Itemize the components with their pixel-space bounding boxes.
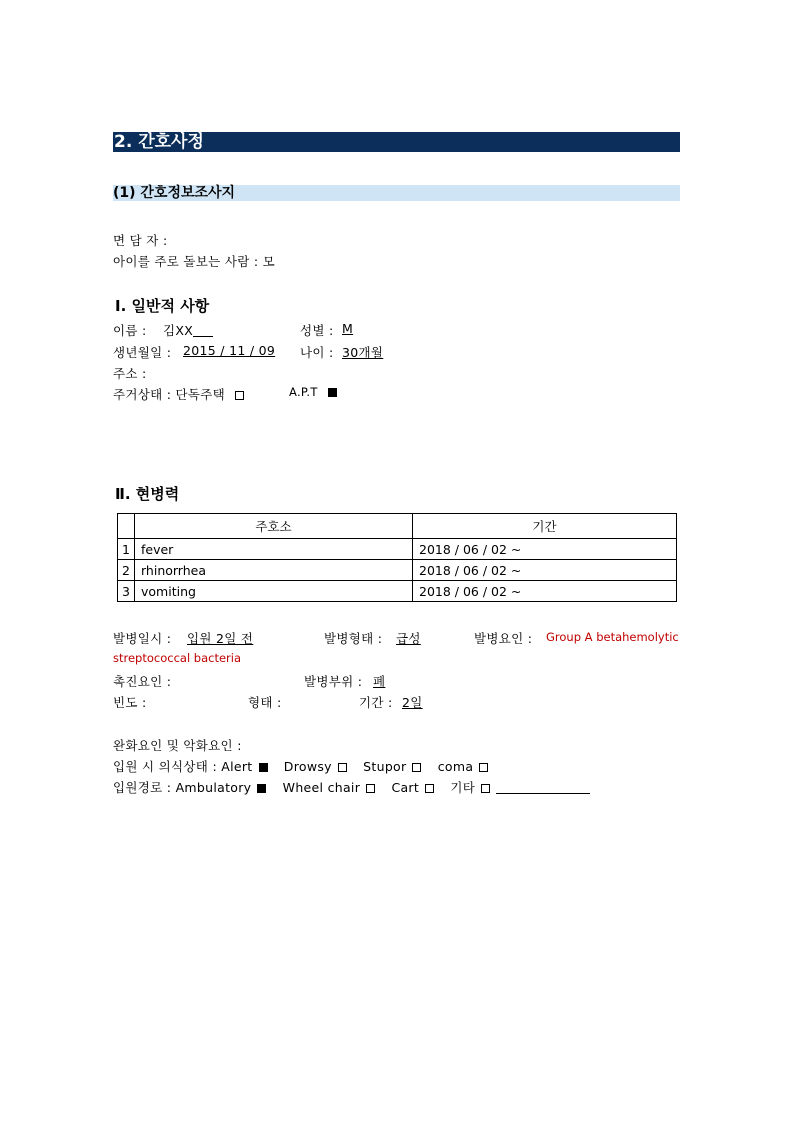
other-blank-field[interactable] xyxy=(496,782,590,794)
drowsy-checkbox[interactable] xyxy=(338,763,347,772)
table-row xyxy=(118,581,677,602)
general-heading: Ⅰ. 일반적 사항 xyxy=(115,297,210,315)
option-stupor-label: Stupor xyxy=(363,759,407,774)
table-row xyxy=(118,560,677,581)
wheelchair-checkbox[interactable] xyxy=(366,784,375,793)
onset-label: 발병일시 : xyxy=(113,631,172,646)
site-value: 폐 xyxy=(373,674,386,689)
sex-value: M xyxy=(342,321,354,336)
section-title: 2. 간호사정 xyxy=(113,132,680,152)
address-label: 주소 : xyxy=(113,366,147,381)
option-cart-label: Cart xyxy=(391,780,420,795)
name-value xyxy=(163,321,213,339)
row-period: 2018 / 06 / 02 ~ xyxy=(413,560,677,581)
age-label: 나이 : xyxy=(300,345,334,360)
stupor-checkbox[interactable] xyxy=(412,763,421,772)
row-no: 1 xyxy=(118,539,135,560)
relief-label: 완화요인 및 악화요인 : xyxy=(113,738,242,753)
table-header-no xyxy=(118,514,135,539)
option-other-label: 기타 xyxy=(450,780,476,795)
row-symptom: vomiting xyxy=(135,581,413,602)
chief-complaint-table xyxy=(117,513,677,602)
other-checkbox[interactable] xyxy=(481,784,490,793)
table-header-row xyxy=(118,514,677,539)
consciousness-row xyxy=(113,757,488,775)
cart-checkbox[interactable] xyxy=(425,784,434,793)
house-checkbox[interactable] xyxy=(235,391,244,400)
sex-label: 성별 : xyxy=(300,323,334,338)
row-symptom: fever xyxy=(135,539,413,560)
precipitating-label: 촉진요인 : xyxy=(113,674,172,689)
apt-row xyxy=(289,385,337,399)
present-illness-heading: Ⅱ. 현병력 xyxy=(115,485,180,503)
onset-type-value: 급성 xyxy=(396,631,421,646)
option-ambulatory-label: Ambulatory xyxy=(175,780,252,795)
ambulatory-checkbox[interactable] xyxy=(257,784,266,793)
option-wheelchair-label: Wheel chair xyxy=(282,780,361,795)
table-header-symptom: 주호소 xyxy=(135,514,413,539)
apt-checkbox[interactable] xyxy=(328,388,337,397)
subsection-title: (1) 간호정보조사지 xyxy=(113,185,680,201)
row-no: 2 xyxy=(118,560,135,581)
option-drowsy-label: Drowsy xyxy=(283,759,332,774)
cause-value-line2: streptococcal bacteria xyxy=(113,651,242,665)
site-label: 발병부위 : xyxy=(304,674,363,689)
form-label: 형태 : xyxy=(248,695,282,710)
row-symptom: rhinorrhea xyxy=(135,560,413,581)
name-label: 이름 : xyxy=(113,323,147,338)
coma-checkbox[interactable] xyxy=(479,763,488,772)
row-no: 3 xyxy=(118,581,135,602)
dob-value: 2015 / 11 / 09 xyxy=(183,343,276,358)
duration-value: 2일 xyxy=(402,695,423,710)
cause-value-line1: Group A betahemolytic xyxy=(546,630,679,644)
table-row xyxy=(118,539,677,560)
alert-checkbox[interactable] xyxy=(259,763,268,772)
duration-label: 기간 : xyxy=(359,695,393,710)
row-period: 2018 / 06 / 02 ~ xyxy=(413,581,677,602)
dob-label: 생년월일 : xyxy=(113,345,172,360)
admission-route-label: 입원경로 : xyxy=(113,780,172,795)
caregiver-line: 아이를 주로 돌보는 사람 : 모 xyxy=(113,254,276,269)
table-header-period: 기간 xyxy=(413,514,677,539)
consciousness-label: 입원 시 의식상태 : xyxy=(113,759,217,774)
frequency-label: 빈도 : xyxy=(113,695,147,710)
age-value: 30개월 xyxy=(342,345,384,360)
row-period: 2018 / 06 / 02 ~ xyxy=(413,539,677,560)
apt-label: A.P.T xyxy=(289,385,318,399)
admission-route-row xyxy=(113,778,590,796)
onset-value: 입원 2일 전 xyxy=(187,631,254,646)
cause-label: 발병요인 : xyxy=(474,631,533,646)
onset-type-label: 발병형태 : xyxy=(324,631,383,646)
residence-row xyxy=(113,385,244,403)
name-text: 김XX xyxy=(163,323,194,338)
option-alert-label: Alert xyxy=(221,759,253,774)
option-coma-label: coma xyxy=(437,759,474,774)
residence-label: 주거상태 : 단독주택 xyxy=(113,387,226,402)
interviewer-label: 면 담 자 : xyxy=(113,233,168,248)
